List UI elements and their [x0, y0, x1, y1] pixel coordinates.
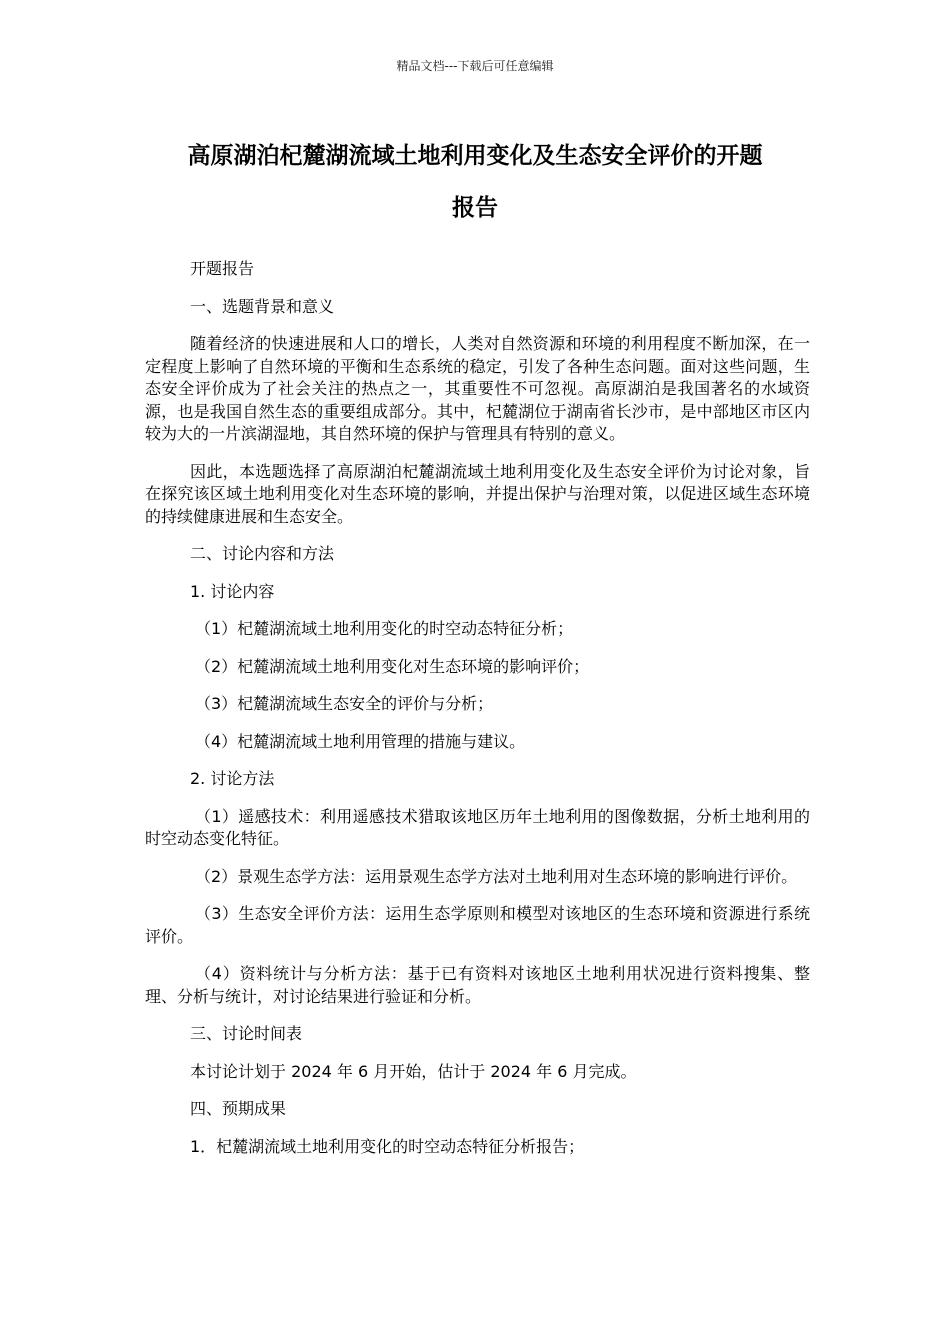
subheading-content: 1. 讨论内容: [190, 581, 275, 601]
content-item-4: （4）杞麓湖流域土地利用管理的措施与建议。: [195, 731, 526, 751]
method-item-1: （1）遥感技术：利用遥感技术猎取该地区历年土地利用的图像数据，分析土地利用的时空动态变化特征。: [145, 806, 810, 848]
paragraph-background: 随着经济的快速进展和人口的增长，人类对自然资源和环境的利用程度不断加深，在一定程度上影响了自然环境的平衡和生态系统的稳定，引发了各种生态问题。面对这些问题，生态安全评价成为了社会关注的热点之一，其重要性不可忽视。高原湖泊是我国著名的水域资源，也是我国自然生态的重要组成部分。其中，杞麓湖位于湖南省长沙市，是中部地区市区内较为大的一片滨湖湿地，其自然环境的保护与管理具有特别的意义。: [145, 334, 810, 443]
method-item-2: （2）景观生态学方法：运用景观生态学方法对土地利用对生态环境的影响进行评价。: [195, 866, 798, 886]
outcome-item-1: 1．杞麓湖流域土地利用变化的时空动态特征分析报告；: [190, 1136, 585, 1156]
paragraph-report-label: 开题报告: [190, 259, 255, 278]
content-item-1: （1）杞麓湖流域土地利用变化的时空动态特征分析；: [195, 619, 574, 638]
section-heading-content-methods: 二、讨论内容和方法: [190, 544, 335, 563]
section-heading-schedule: 三、讨论时间表: [190, 1024, 303, 1043]
content-item-2: （2）杞麓湖流域土地利用变化对生态环境的影响评价；: [195, 656, 590, 676]
page-header-note: 精品文档---下载后可任意编辑: [396, 59, 554, 73]
content-item-3: （3）杞麓湖流域生态安全的评价与分析；: [195, 694, 494, 713]
document-title: [145, 130, 805, 234]
title-line-1: 高原湖泊杞麓湖流域土地利用变化及生态安全评价的开题: [187, 143, 763, 169]
section-heading-background: 一、选题背景和意义: [190, 296, 335, 316]
method-item-3: （3）生态安全评价方法：运用生态学原则和模型对该地区的生态环境和资源进行系统评价。: [145, 904, 810, 946]
title-line-2: 报告: [452, 195, 498, 221]
document-body: [145, 258, 810, 1173]
section-heading-outcomes: 四、预期成果: [190, 1099, 287, 1118]
subheading-methods: 2. 讨论方法: [190, 769, 275, 788]
paragraph-schedule: 本讨论计划于 2024 年 6 月开始，估计于 2024 年 6 月完成。: [190, 1061, 637, 1081]
paragraph-purpose: 因此，本选题选择了高原湖泊杞麓湖流域土地利用变化及生态安全评价为讨论对象，旨在探究该区域土地利用变化对生态环境的影响，并提出保护与治理对策，以促进区域生态环境的持续健康进展和生态安全。: [145, 461, 810, 526]
method-item-4: （4）资料统计与分析方法：基于已有资料对该地区土地利用状况进行资料搜集、整理、分析与统计，对讨论结果进行验证和分析。: [145, 964, 810, 1006]
